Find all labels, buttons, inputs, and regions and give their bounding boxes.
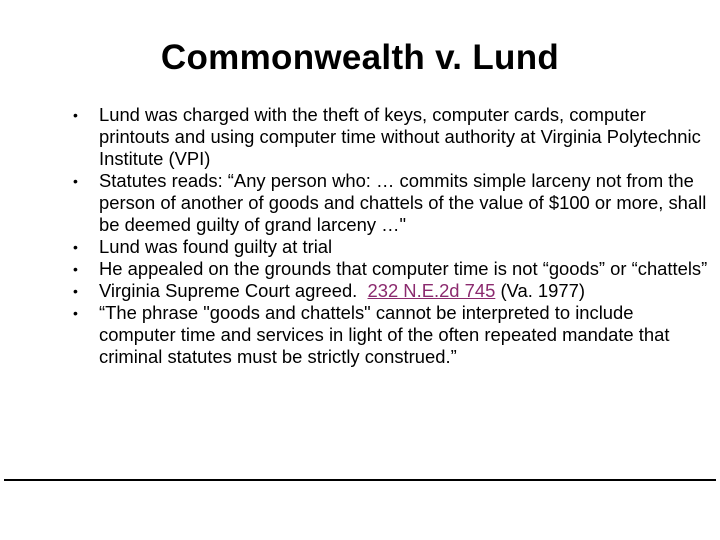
bullet-text-before-link: Virginia Supreme Court agreed. [99, 280, 368, 301]
bullet-icon: • [73, 239, 78, 255]
bullet-item-quote [70, 302, 710, 368]
slide-title: Commonwealth v. Lund [160, 38, 560, 77]
bullet-list [70, 104, 710, 368]
bullet-text: He appealed on the grounds that computer time is not “goods” or “chattels” [99, 258, 708, 279]
citation-link[interactable]: 232 N.E.2d 745 [367, 280, 496, 301]
bullet-text: “The phrase "goods and chattels" cannot be interpreted to include computer time and services in light of the often repeated mandate that criminal statutes must be strictly construed.” [99, 302, 670, 367]
bullet-item-supreme-court [70, 280, 710, 302]
bullet-text: Lund was charged with the theft of keys, computer cards, computer printouts and using computer time without authority at Virginia Polytechnic Institute (VPI) [99, 104, 701, 169]
bullet-icon: • [73, 261, 78, 277]
bullet-text: Lund was found guilty at trial [99, 236, 333, 257]
bullet-icon: • [73, 305, 78, 321]
bullet-item-charge [70, 104, 710, 170]
bullet-item-statute [70, 170, 710, 236]
bullet-text: Statutes reads: “Any person who: … commits simple larceny not from the person of another of goods and chattels of the value of $100 or more, shall be deemed guilty of grand larceny …" [99, 170, 707, 235]
bullet-icon: • [73, 283, 78, 299]
bullet-icon: • [73, 173, 78, 189]
bottom-divider [4, 479, 716, 481]
bullet-item-appeal [70, 258, 710, 280]
bullet-text-after-link: (Va. 1977) [495, 280, 585, 301]
bullet-item-trial [70, 236, 710, 258]
bullet-icon: • [73, 107, 78, 123]
